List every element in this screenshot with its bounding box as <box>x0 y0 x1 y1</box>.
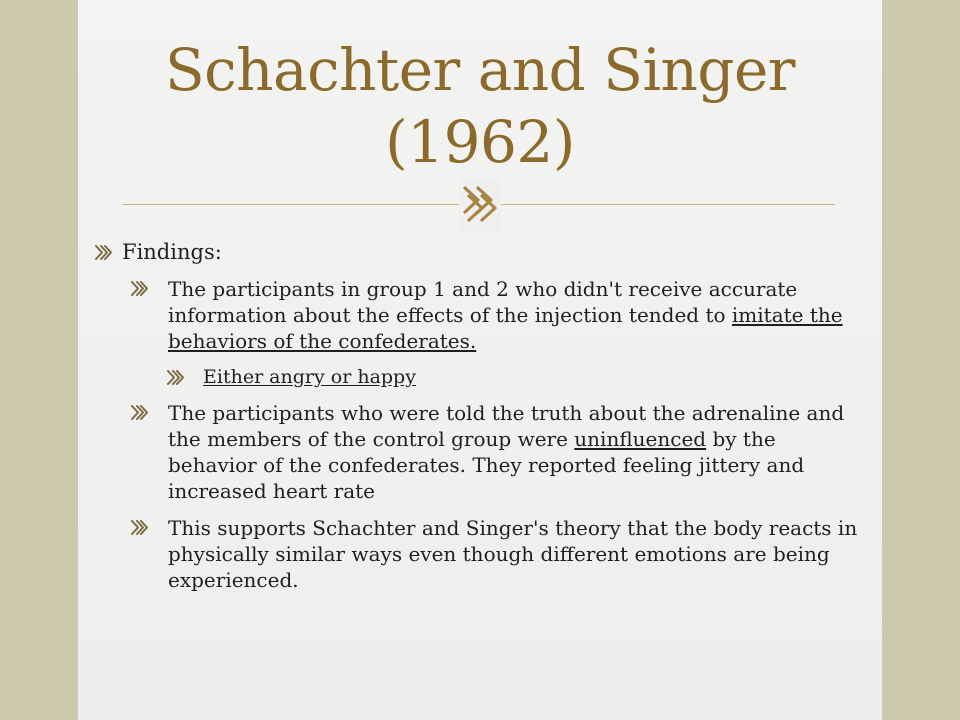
finding-item <box>95 276 865 354</box>
underlined-phrase: uninfluenced <box>574 427 707 451</box>
finding-text: This supports Schachter and Singer's theory that the body reacts in physically similar ways even though different emotions are being experienced. <box>168 516 858 592</box>
double-chevron-icon <box>131 520 151 535</box>
finding-item <box>95 400 865 504</box>
title-divider-icon <box>459 178 501 230</box>
finding-text: The participants who were told the truth about the adrenaline and the members of the control group were <box>168 401 845 451</box>
finding-subitem <box>95 365 865 390</box>
double-chevron-icon <box>131 405 151 420</box>
slide-content <box>95 238 865 604</box>
finding-text: The participants in group 1 and 2 who didn't receive accurate information about the effects of the injection tended to <box>168 277 798 327</box>
findings-heading <box>95 238 865 266</box>
double-chevron-icon <box>95 245 115 260</box>
finding-text-continuation: by the behavior of the confederates. They reported feeling jittery and increased heart rate <box>168 427 805 503</box>
findings-label: Findings: <box>122 240 222 264</box>
underlined-phrase: Either angry or happy <box>203 366 416 388</box>
double-chevron-icon <box>167 370 187 385</box>
underlined-phrase: imitate the behaviors of the confederates. <box>168 303 843 353</box>
double-chevron-icon <box>131 281 151 296</box>
slide-title: Schachter and Singer (1962) <box>164 36 796 176</box>
finding-item <box>95 515 865 593</box>
